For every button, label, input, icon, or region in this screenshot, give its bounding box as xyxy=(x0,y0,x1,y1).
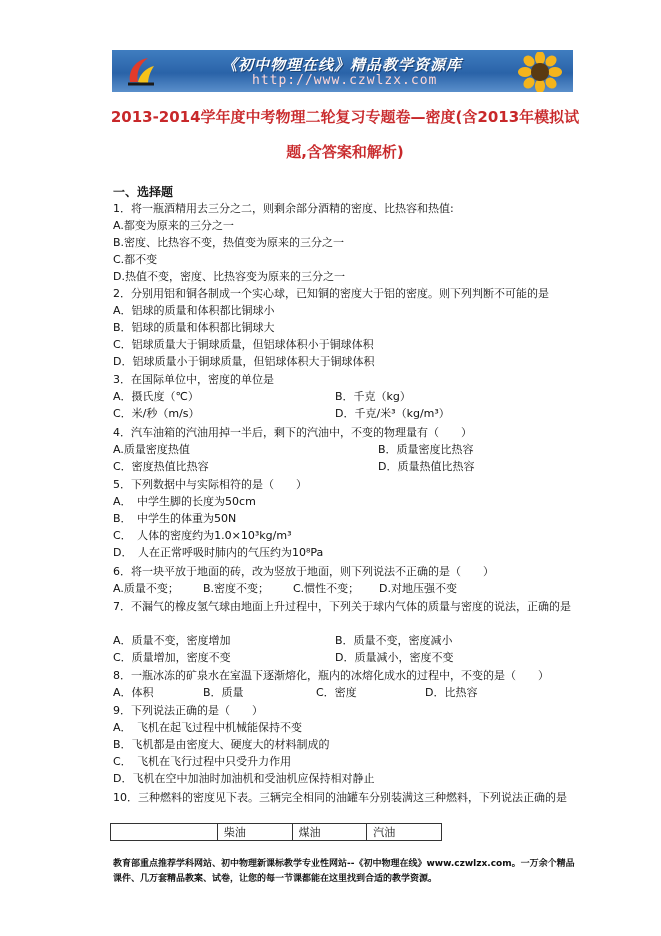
question-5-option-d: D． 人在正常呼吸时肺内的气压约为10⁸Pa xyxy=(113,546,324,559)
question-4-option-d: D．质量热值比热容 xyxy=(378,460,475,473)
site-logo-icon xyxy=(124,54,158,88)
question-4-option-a: A.质量密度热值 xyxy=(113,443,190,456)
question-9: 9．下列说法正确的是（ ） xyxy=(113,704,263,717)
question-4-option-b: B．质量密度比热容 xyxy=(378,443,474,456)
question-7-row-1 xyxy=(113,633,513,649)
question-3-option-d: D．千克/米³（kg/m³） xyxy=(335,407,450,420)
question-9-option-c: C． 飞机在飞行过程中只受升力作用 xyxy=(113,755,292,768)
question-3-option-a: A．摄氏度（℃） xyxy=(113,390,199,403)
table-cell-gasoline: 汽油 xyxy=(367,824,442,841)
page-footer: 教育部重点推荐学科网站、初中物理新课标教学专业性网站--《初中物理在线》www.czwlzx.com。一万余个精品课件、几万套精品教案、试卷，让您的每一节课都能在这里找到合适的教学资源。 xyxy=(113,859,575,884)
question-6-options xyxy=(113,581,533,597)
question-1-option-a: A.都变为原来的三分之一 xyxy=(113,219,234,232)
question-4-row-1 xyxy=(113,442,474,458)
question-1-option-d: D.热值不变，密度、比热容变为原来的三分之一 xyxy=(113,270,345,283)
question-2-option-a: A．铝球的质量和体积都比铜球小 xyxy=(113,304,275,317)
table-cell-diesel: 柴油 xyxy=(217,824,292,841)
question-8-option-d: D．比热容 xyxy=(425,686,478,699)
question-3: 3．在国际单位中，密度的单位是 xyxy=(113,373,274,386)
question-8-options xyxy=(113,685,513,701)
banner-title: 《初中物理在线》精品教学资源库 xyxy=(222,56,463,74)
question-9-option-b: B．飞机都是由密度大、硬度大的材料制成的 xyxy=(113,738,330,751)
table-cell-kerosene: 煤油 xyxy=(292,824,367,841)
question-8-option-b: B．质量 xyxy=(203,686,244,699)
question-6: 6．将一块平放于地面的砖，改为竖放于地面，则下列说法不正确的是（ ） xyxy=(113,565,494,578)
question-7-option-d: D．质量减小，密度不变 xyxy=(335,651,454,664)
banner-url[interactable]: http://www.czwlzx.com xyxy=(252,73,438,88)
header-banner xyxy=(112,50,573,92)
question-10: 10．三种燃料的密度见下表。三辆完全相同的油罐车分别装满这三种燃料，下列说法正确的是 xyxy=(113,791,567,804)
question-5: 5．下列数据中与实际相符的是（ ） xyxy=(113,478,307,491)
question-5-option-b: B． 中学生的体重为50N xyxy=(113,512,237,525)
question-3-option-b: B．千克（kg） xyxy=(335,390,411,403)
question-7-row-2 xyxy=(113,650,513,666)
question-7-option-b: B．质量不变，密度减小 xyxy=(335,634,453,647)
question-2-option-b: B．铝球的质量和体积都比铜球大 xyxy=(113,321,275,334)
question-6-option-a: A.质量不变； xyxy=(113,582,179,595)
sunflower-icon xyxy=(513,52,567,92)
question-4: 4．汽车油箱的汽油用掉一半后，剩下的汽油中，不变的物理量有（ ） xyxy=(113,426,472,439)
question-6-option-b: B.密度不变； xyxy=(203,582,270,595)
question-9-option-a: A． 飞机在起飞过程中机械能保持不变 xyxy=(113,721,303,734)
question-1: 1．将一瓶酒精用去三分之二，则剩余部分酒精的密度、比热容和热值: xyxy=(113,202,454,215)
section-heading: 一、选择题 xyxy=(113,185,174,199)
question-1-option-b: B.密度、比热容不变，热值变为原来的三分之一 xyxy=(113,236,345,249)
question-6-option-c: C.惯性不变； xyxy=(293,582,360,595)
question-2-option-d: D．铝球质量小于铜球质量，但铝球体积大于铜球体积 xyxy=(113,355,375,368)
table-cell-blank xyxy=(111,824,218,841)
question-3-row-1 xyxy=(113,389,413,405)
question-5-option-c: C． 人体的密度约为1.0×10³kg/m³ xyxy=(113,529,292,542)
question-7-option-a: A．质量不变，密度增加 xyxy=(113,634,231,647)
question-9-option-d: D．飞机在空中加油时加油机和受油机应保持相对静止 xyxy=(113,772,375,785)
fuel-density-table xyxy=(110,823,442,841)
document-title: 2013-2014学年度中考物理二轮复习专题卷—密度(含2013年模拟试题,含答案和解析) xyxy=(110,108,580,161)
question-4-option-c: C．密度热值比热容 xyxy=(113,460,209,473)
table-row xyxy=(111,824,442,841)
question-8: 8．一瓶冰冻的矿泉水在室温下逐渐熔化，瓶内的冰熔化成水的过程中，不变的是（ ） xyxy=(113,669,549,682)
question-7: 7．不漏气的橡皮氢气球由地面上升过程中，下列关于球内气体的质量与密度的说法，正确的是 xyxy=(113,600,571,613)
question-3-row-2 xyxy=(113,406,450,422)
question-7-option-c: C．质量增加，密度不变 xyxy=(113,651,231,664)
question-6-option-d: D.对地压强不变 xyxy=(379,582,457,595)
question-4-row-2 xyxy=(113,459,475,475)
question-8-option-c: C．密度 xyxy=(316,686,357,699)
question-1-option-c: C.都不变 xyxy=(113,253,158,266)
question-8-option-a: A．体积 xyxy=(113,686,154,699)
question-5-option-a: A． 中学生脚的长度为50cm xyxy=(113,495,256,508)
question-3-option-c: C．米/秒（m/s） xyxy=(113,407,200,420)
question-2-option-c: C．铝球质量大于铜球质量，但铝球体积小于铜球体积 xyxy=(113,338,374,351)
question-2: 2．分别用铝和铜各制成一个实心球，已知铜的密度大于铝的密度。则下列判断不可能的是 xyxy=(113,287,549,300)
